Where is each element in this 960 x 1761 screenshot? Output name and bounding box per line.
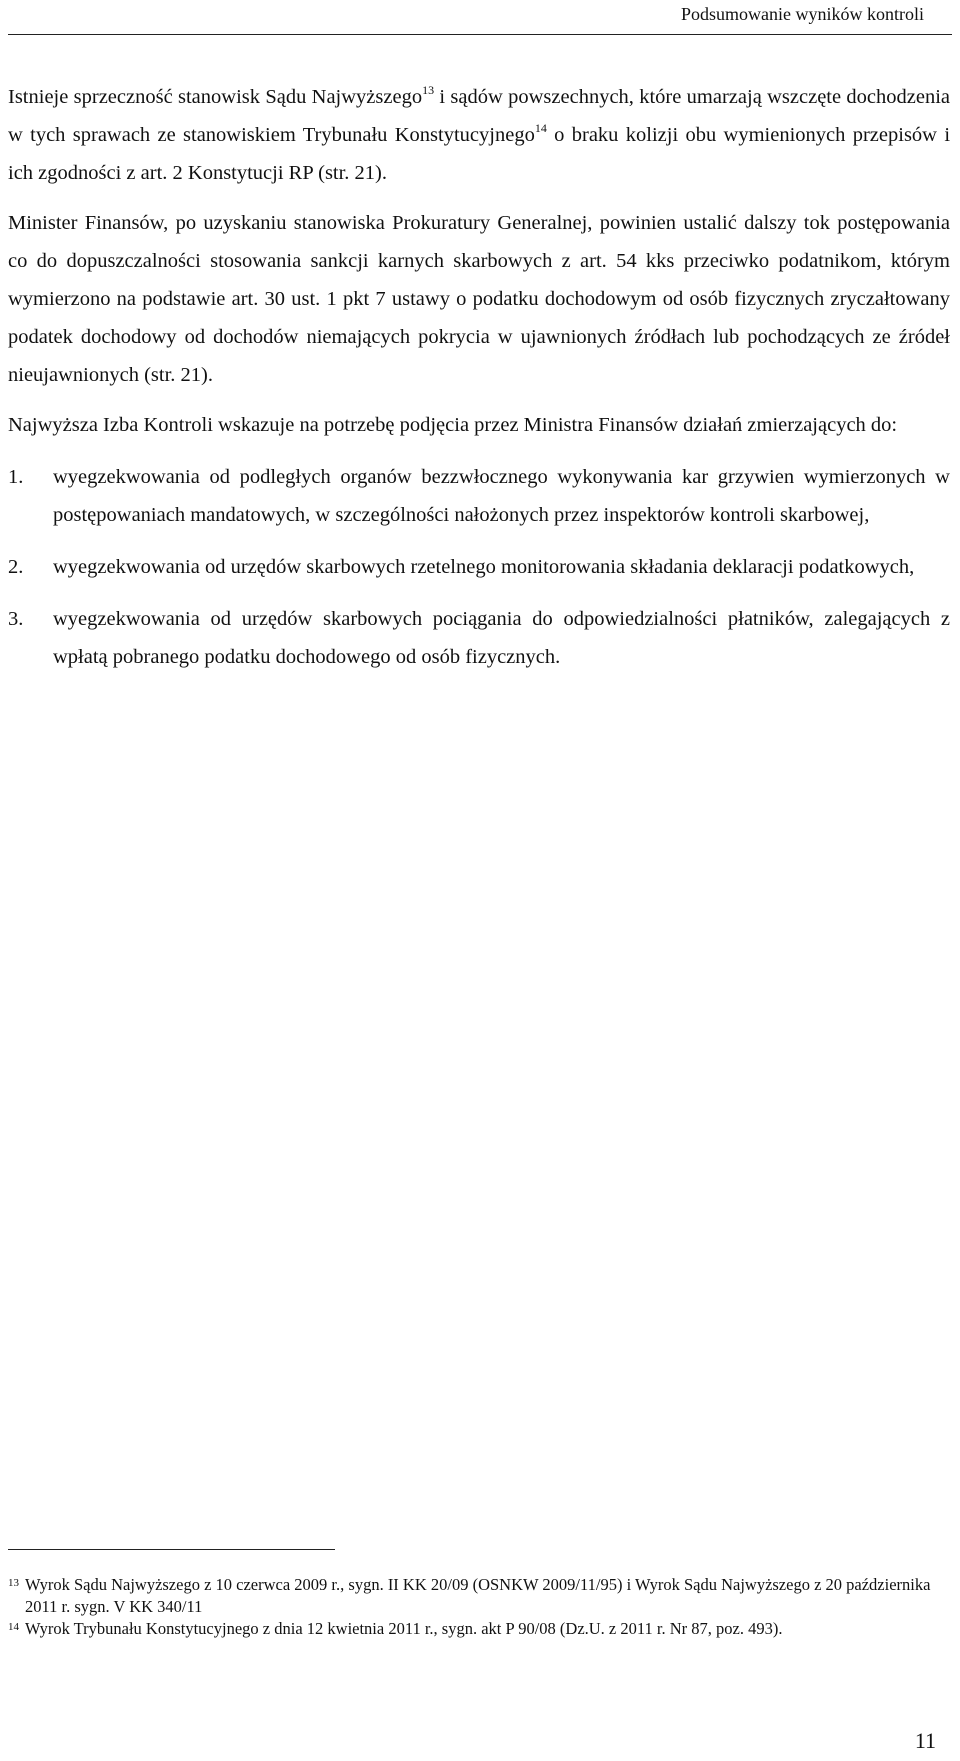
footnote-text: Wyrok Sądu Najwyższego z 10 czerwca 2009 r., sygn. II KK 20/09 (OSNKW 2009/11/95) i Wyrok Sądu Najwyższego z 20 października 2011 r. sygn. V KK 340/11 xyxy=(25,1575,931,1616)
page-header xyxy=(0,0,960,40)
paragraph-text: o braku kolizji obu wymienionych przepisów i ich zgodności z art. 2 Konstytucji RP (str. 21). xyxy=(8,124,951,184)
footnote-separator xyxy=(8,1549,335,1550)
list-item-text: wyegzekwowania od podległych organów bezzwłocznego wykonywania kar grzywien wymierzonych w postępowaniach mandatowych, w szczególności nałożonych przez inspektorów kontroli skarbowej, xyxy=(53,466,950,526)
paragraph-text: i sądów powszechnych, które umarzają wszczęte dochodzenia w tych sprawach ze stanowiskiem Trybunału Konstytucyjnego xyxy=(8,86,950,146)
list-item xyxy=(8,600,950,676)
paragraph-text: Istnieje sprzeczność stanowisk Sądu Najwyższego xyxy=(8,86,423,108)
list-item-number: 2. xyxy=(8,556,24,578)
footnote-14: 14 Wyrok Trybunału Konstytucyjnego z dnia 12 kwietnia 2011 r., sygn. akt P 90/08 (Dz.U. z 2011 r. Nr 87, poz. 493). xyxy=(8,1619,783,1638)
footnote-text: Wyrok Trybunału Konstytucyjnego z dnia 12 kwietnia 2011 r., sygn. akt P 90/08 (Dz.U. z 2011 r. Nr 87, poz. 493). xyxy=(25,1619,783,1638)
list-item-text: wyegzekwowania od urzędów skarbowych rzetelnego monitorowania składania deklaracji podatkowych, xyxy=(53,556,915,578)
list-item-number: 3. xyxy=(8,608,24,630)
footnotes xyxy=(8,1574,950,1640)
header-divider xyxy=(8,34,952,35)
paragraph-nik-recommendation: Najwyższa Izba Kontroli wskazuje na potrzebę podjęcia przez Ministra Finansów działań zmierzających do: xyxy=(8,414,898,436)
paragraph-minister: Minister Finansów, po uzyskaniu stanowiska Prokuratury Generalnej, powinien ustalić dalszy tok postępowania co do dopuszczalności stosowania sankcji karnych skarbowych z art. 54 kks przeciwko podatnikom, którym wymierzono na podstawie art. 30 ust. 1 pkt 7 ustawy o podatku dochodowym od osób fizycznych zryczałtowany podatek dochodowy od dochodów niemających pokrycia w ujawnionych źródłach lub pochodzących ze źródeł nieujawnionych (str. 21). xyxy=(8,212,950,386)
running-header-title: Podsumowanie wyników kontroli xyxy=(681,4,924,24)
list-item-number: 1. xyxy=(8,466,24,488)
page-number: 11 xyxy=(914,1728,936,1753)
list-item xyxy=(8,458,950,534)
list-item xyxy=(8,548,950,586)
footnote-ref-14[interactable]: 14 xyxy=(534,121,547,135)
list-item-text: wyegzekwowania od urzędów skarbowych pociągania do odpowiedzialności płatników, zalegających z wpłatą pobranego podatku dochodowego od osób fizycznych. xyxy=(53,608,950,668)
recommendations-list xyxy=(8,458,950,676)
main-content xyxy=(8,78,950,690)
footnote-ref-13[interactable]: 13 xyxy=(422,83,435,97)
footnote-13: 13 Wyrok Sądu Najwyższego z 10 czerwca 2009 r., sygn. II KK 20/09 (OSNKW 2009/11/95) i Wyrok Sądu Najwyższego z 20 października 2011 r. sygn. V KK 340/11 xyxy=(8,1575,931,1616)
paragraph-contradiction xyxy=(8,78,950,192)
